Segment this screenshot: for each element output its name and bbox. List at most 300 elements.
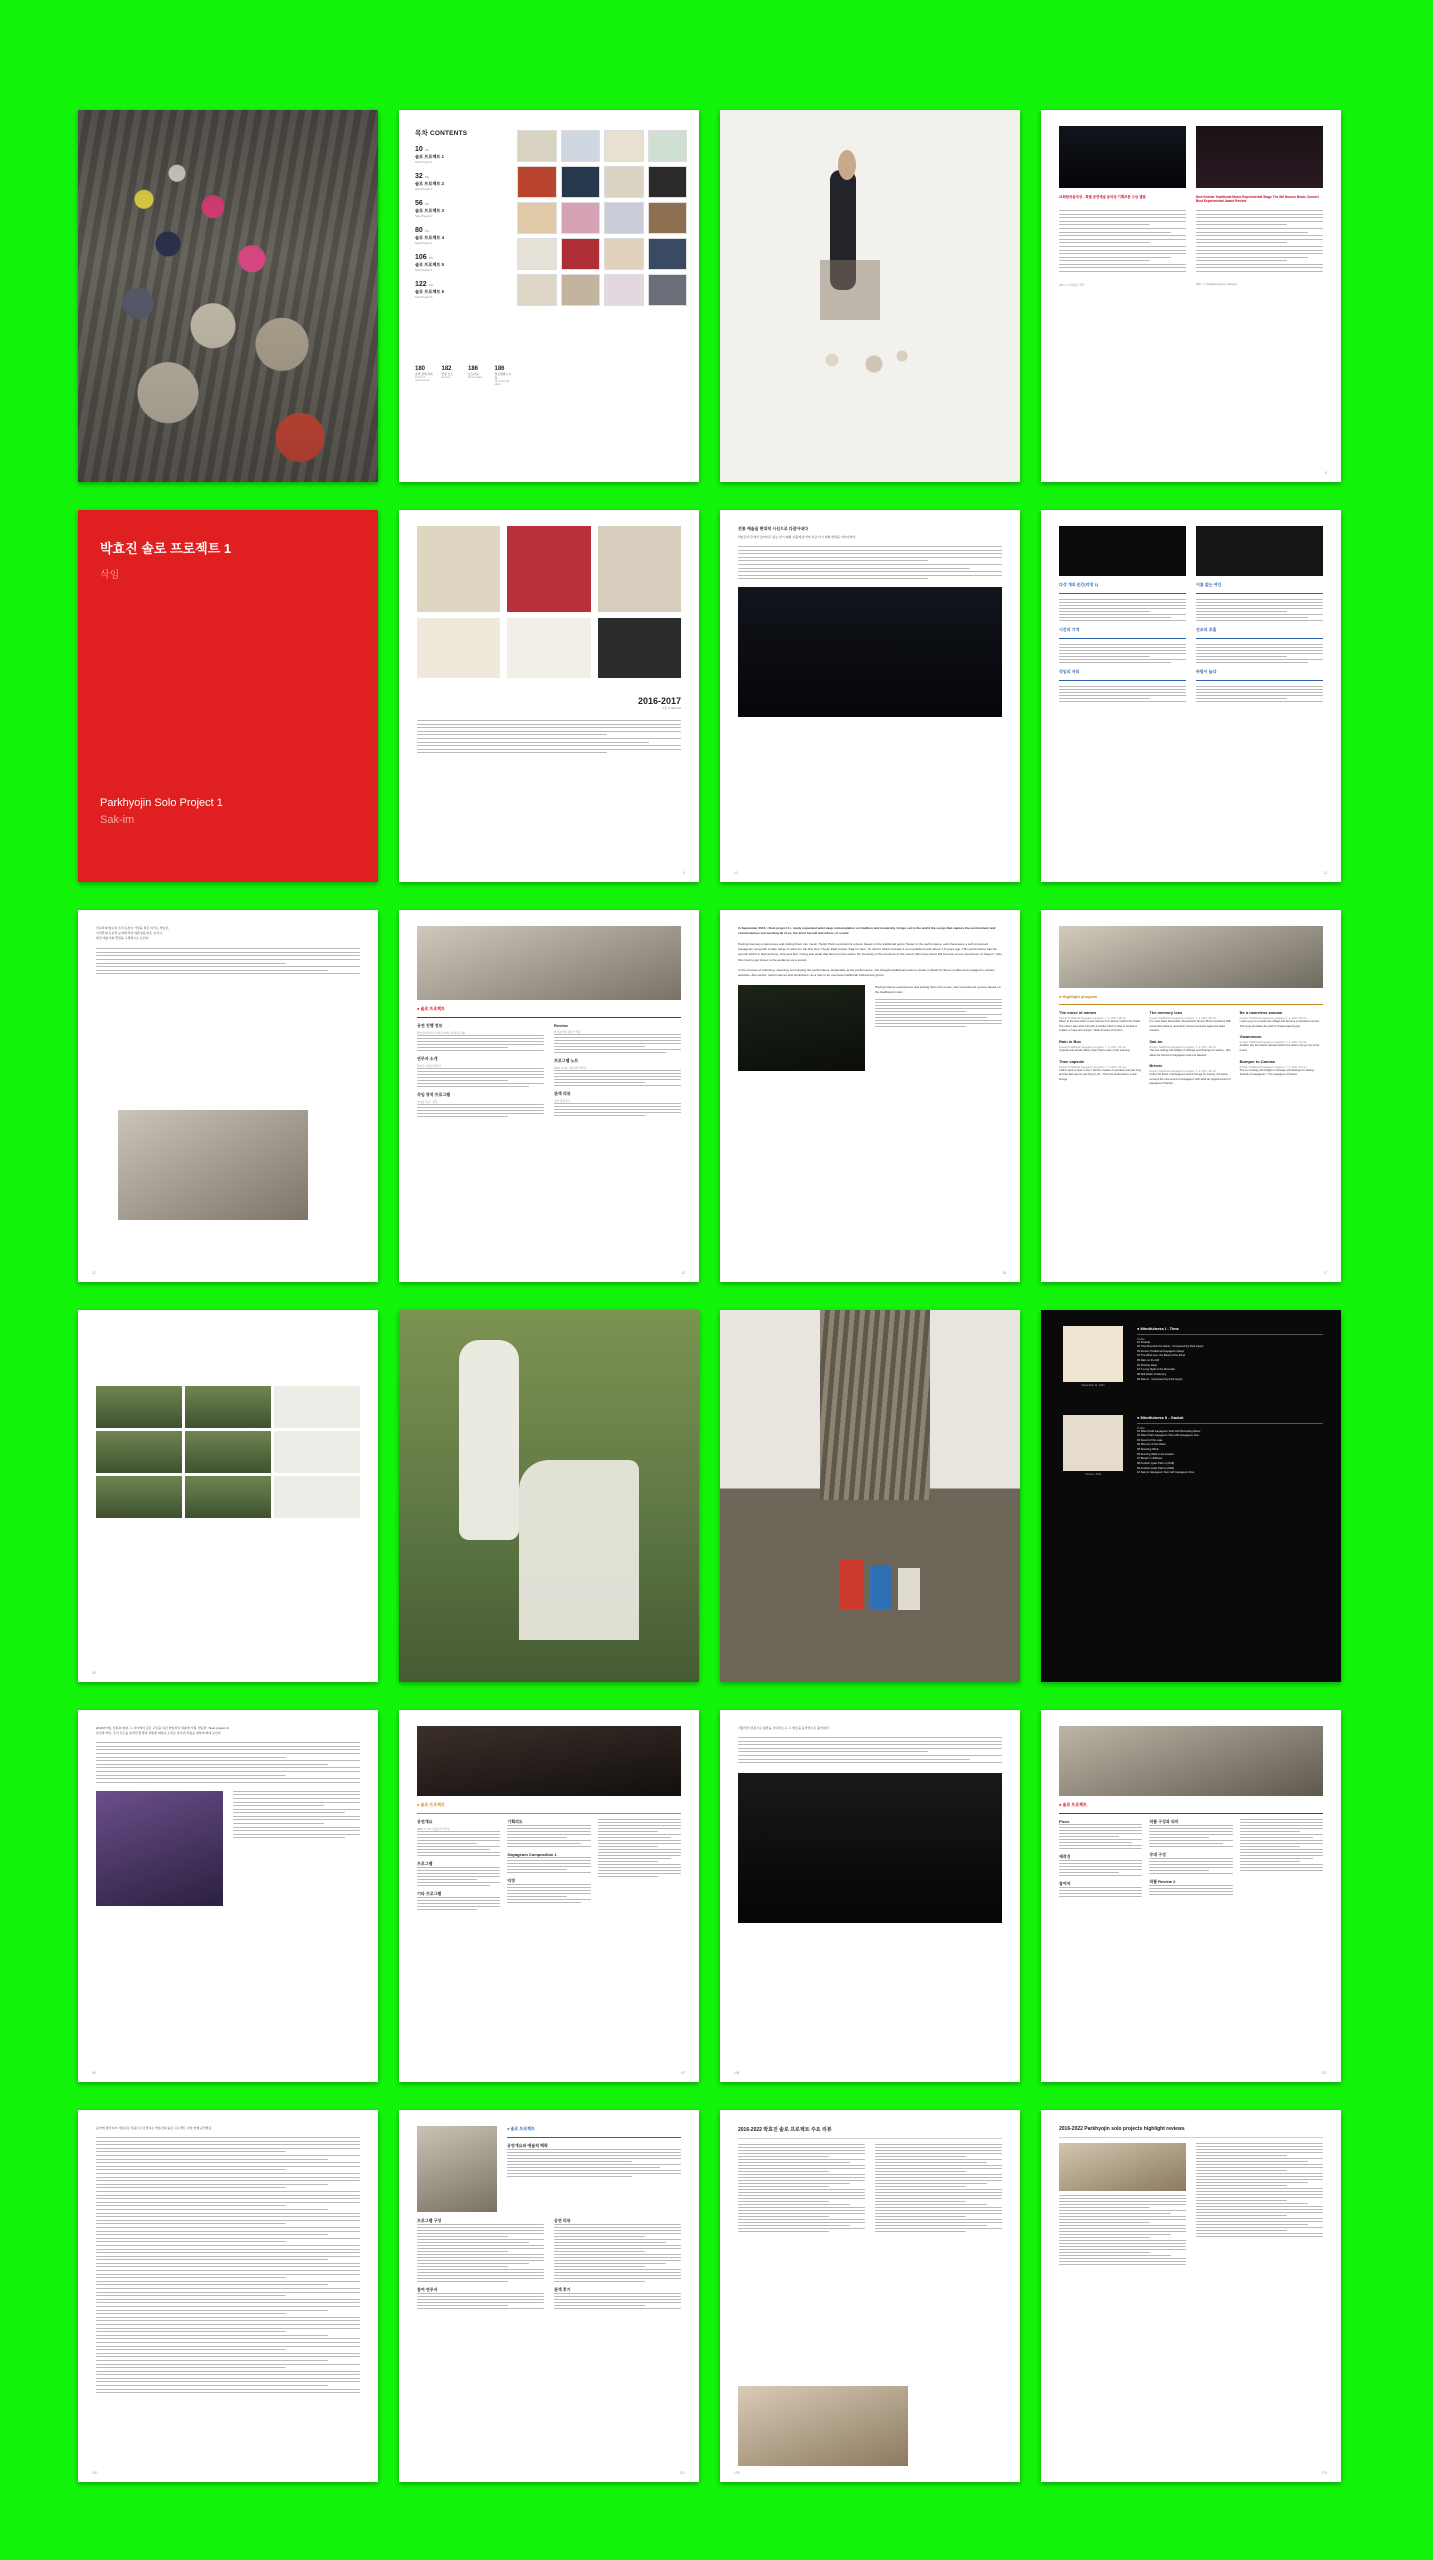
track-item: 03 Korean Traditional Gayageum Sanjo <box>1137 1349 1185 1353</box>
page-number: 66 <box>92 2071 96 2075</box>
essay-heading-ko: 2018년 5월, 전통과 현대, 그 사이에서 깊은 고민을 하던 박효진이 새롭게 기획, 발표한 <Solo project 4> 본인과 타인, 우리 모두를 둘러싼 환경과 상황에 대하여 소리로 담아낸 작품을 세상에 꺼내 보인다. <box>96 1726 230 1736</box>
track-item: 10 Sak-im Gayageum Solo with Gayageum Duo <box>1137 1471 1195 1475</box>
toc-label-en: Solo Project 1 <box>415 160 433 164</box>
toc-item[interactable] <box>415 254 501 272</box>
intro-body <box>738 546 1002 579</box>
highlight-body: The sun setting with twilight in Strange and Strange for setting - Sounds of Gayageum - The Gayageum Practice. <box>1239 1068 1316 1077</box>
toc-bottom-item[interactable] <box>495 366 514 386</box>
essay-quote: In the process of collecting, selecting, and singing the performance. Especially, at the performance, she thought traditional music to locate in Spain for three months and engaged in various activities. Also works, performances and workshops, as a part of an overseas traditional cultural arts group. <box>738 967 995 978</box>
page-stilllife-photo[interactable] <box>720 1310 1020 1682</box>
portrait-photograph <box>720 110 1020 482</box>
block-body <box>598 1819 681 1877</box>
page-program-detail[interactable] <box>1041 510 1341 882</box>
highlight-meta: Korean Traditional Gayageum program, 7. 4. 2017, 32 min <box>1149 1070 1217 1074</box>
poster-thumbnail[interactable] <box>604 274 644 306</box>
highlight-title: Breeze <box>1149 1063 1163 1069</box>
tree-and-objects-photograph <box>720 1310 1020 1682</box>
track-item: 01 Prelude <box>1137 1340 1150 1344</box>
track-item: 03 Sound of the Lake <box>1137 1438 1163 1442</box>
block-head: Gayageum Composition 1 <box>507 1852 557 1857</box>
page-number: 11 <box>1323 871 1327 875</box>
block-body <box>507 1825 590 1847</box>
track-item: 06 Flowing Deep <box>1137 1363 1158 1367</box>
field-photo <box>96 1431 182 1473</box>
gayageum-hands-photo <box>118 1110 308 1220</box>
solo-project-detail-content <box>399 1710 699 2082</box>
page-grid <box>78 110 1363 2482</box>
field-photo <box>185 1431 271 1473</box>
essay-side-text <box>233 1791 360 1906</box>
toc-bottom-ko: 언론 보도 <box>441 372 454 376</box>
page-number: 8 <box>1325 471 1327 475</box>
performer-photo <box>417 926 681 1000</box>
track-item: 02 Time Remains the Same : Composed by Park Hyojin <box>1137 1345 1204 1349</box>
block-body <box>417 1104 544 1117</box>
poster-image[interactable] <box>598 618 681 678</box>
block-body <box>1059 1887 1142 1897</box>
page-number: 67 <box>681 2071 685 2075</box>
toc-item[interactable] <box>415 281 501 299</box>
highlight-title: Rain in Box <box>1059 1038 1082 1044</box>
block-body <box>1059 1860 1142 1876</box>
block-head: 악장 <box>507 1878 516 1883</box>
program-block-body <box>1196 686 1323 702</box>
toc-label-en: Solo Project 4 <box>415 241 433 245</box>
toc-item[interactable] <box>415 227 501 245</box>
review-body <box>738 2144 865 2234</box>
toc-bottom-number: 186 <box>468 366 479 372</box>
highlight-meta: Korean Traditional Gayageum program, 7. 4. 2017, 34 min <box>1059 1065 1127 1069</box>
dense-text-content <box>78 2110 378 2482</box>
block-head: 관객 후기 <box>554 2287 571 2292</box>
highlight-meta: Korean Traditional Gayageum program, 7. 4. 2017, 38 min <box>1059 1017 1127 1020</box>
block-body <box>554 2224 681 2282</box>
poster-thumbnail[interactable] <box>517 238 557 270</box>
block-head: 프로그램 노트 <box>554 1058 579 1063</box>
gayageum-hands-photo <box>738 2386 908 2466</box>
poster-thumbnail[interactable] <box>648 202 688 234</box>
block-head: 공연 진행 정보 <box>417 1023 443 1028</box>
block-body <box>1149 1885 1232 1895</box>
block-head: 무대 구성 <box>1149 1852 1166 1857</box>
block-meta: 가야금 독주 · 창작 <box>417 1101 438 1104</box>
poster-thumbnail[interactable] <box>604 130 644 162</box>
block-body <box>554 1103 681 1116</box>
poster-thumbnail[interactable] <box>517 274 557 306</box>
program-block-head: 시간의 기억 <box>1059 627 1080 632</box>
block-head: 제작진 <box>1059 1854 1071 1859</box>
block-body <box>417 1867 500 1886</box>
intro-heading: 전통 예술을 현대적 시선으로 다잡아내다 <box>738 526 809 531</box>
page-english-essay[interactable] <box>720 910 1020 1282</box>
highlight-content <box>1041 910 1341 1282</box>
page-number: 120 <box>92 2471 98 2475</box>
heading-ko: 각종적인 전통으로 삶만을 간다려오고, 그 힘들을 음악적으로 풀어낸다. <box>738 1726 830 1730</box>
poster-thumbnail[interactable] <box>517 166 557 198</box>
title-cover-content <box>78 510 378 882</box>
top-row <box>417 2126 681 2212</box>
program-block-body <box>1059 644 1186 663</box>
award-body-en <box>1196 210 1323 275</box>
block-head: 프로그램 <box>417 1861 433 1866</box>
track-item: 07 A Long Night in the Mountain <box>1137 1368 1176 1372</box>
field-photo <box>274 1431 360 1473</box>
block-head: 작품 Review 2 <box>1149 1879 1176 1884</box>
performance-photo <box>738 985 865 1071</box>
toc-bottom-number: 186 <box>494 366 505 372</box>
block-head: 작품 구성과 의미 <box>1149 1819 1179 1824</box>
block-head: Review <box>554 1023 568 1028</box>
block-head: 관객 리뷰 <box>554 1091 571 1096</box>
highlight-body: It is most basic 'Recorded / Researcher Sound' Most precarious 18th remembers liked to remember Sound memories Again the basic remains. <box>1149 1020 1232 1033</box>
page-solo-project-columns[interactable] <box>399 910 699 1282</box>
toc-bottom-en: 1st & 2nd Full album <box>494 380 510 386</box>
toc-label-ko: 솔로 프로젝트 6 <box>415 289 444 294</box>
poster-image[interactable] <box>417 526 500 612</box>
tracklist-label: Tracks <box>1137 1337 1145 1341</box>
block-body <box>507 1884 590 1903</box>
cover-title-ko: 박효진 솔로 프로젝트 1 <box>100 541 232 556</box>
track-item: 09 Another Quiet Path 2 (2020) <box>1137 1466 1175 1470</box>
track-item: 05 Standing Wind <box>1137 1448 1159 1452</box>
highlight-body: When at the time when it was 'Names from above, behind the cheek', The other I was what currently most like 'Not for relay to embed or explain or hope and a hope', What all stars of its form. <box>1059 1020 1142 1033</box>
toc-bottom-number: 182 <box>441 366 452 372</box>
page-artist-statement-ko[interactable] <box>78 910 378 1282</box>
poster-thumbnail-grid <box>517 130 687 306</box>
award-footer-en: 2017. 4, Gugakbangsong, Gaeseok <box>1196 282 1237 286</box>
award-footer-ko: 2017. 4 국악방송 객석 <box>1059 283 1085 287</box>
page-number: 107 <box>1321 2071 1327 2075</box>
album-cover-art <box>1063 1326 1123 1382</box>
essay-content <box>720 910 1020 1282</box>
stage-photo <box>1196 126 1323 188</box>
block-head: 기타 프로그램 <box>417 1891 442 1896</box>
toc-label-ko: 솔로 프로젝트 3 <box>415 208 444 213</box>
poster-image[interactable] <box>598 526 681 612</box>
poster-thumbnail[interactable] <box>561 238 601 270</box>
poster-thumbnail[interactable] <box>648 238 688 270</box>
poster-thumbnail[interactable] <box>561 130 601 162</box>
toc-item[interactable] <box>415 200 501 218</box>
album-cover-art <box>1063 1415 1123 1471</box>
poster-thumbnail[interactable] <box>561 274 601 306</box>
page-number: 9 <box>683 871 685 875</box>
program-block-head: 바람이 눕다 <box>1196 669 1217 674</box>
block-head: Piece <box>1059 1819 1070 1824</box>
page-number: 12 <box>92 1271 96 1275</box>
block-head: 공연개요 <box>417 1819 433 1824</box>
section-title: ● 솔로 프로젝트 <box>1059 1802 1087 1807</box>
toc-bottom-en: Full list of performances <box>415 376 430 382</box>
toc-label-en: Solo Project 5 <box>415 268 433 272</box>
track-item: 06 Evening Walk in the Garden <box>1137 1452 1175 1456</box>
poster-thumbnail[interactable] <box>604 166 644 198</box>
toc-bottom-item[interactable] <box>415 366 434 386</box>
toc-label-ko: 솔로 프로젝트 2 <box>415 181 444 186</box>
highlight-body: I want to go to a small new village and become a nameless woman. - The song simulates the path of Chaeonsapung-joji. <box>1239 1020 1322 1028</box>
page-tracklists[interactable] <box>1041 1310 1341 1682</box>
award-content <box>1041 110 1341 482</box>
block-body <box>417 1035 544 1051</box>
reviews-ko-content <box>720 2110 1020 2482</box>
award-body <box>1059 210 1323 275</box>
field-photo <box>274 1476 360 1518</box>
block-body <box>1149 1825 1232 1847</box>
program-block-head: 다섯 개의 순간(악장 1) <box>1059 582 1099 587</box>
block-head: 기획의도 <box>507 1819 523 1824</box>
solo-project-content <box>399 910 699 1282</box>
page-highlight-program[interactable] <box>1041 910 1341 1282</box>
block-meta: 한국음악상 평론가 리뷰 <box>554 1031 581 1034</box>
page-reviews-en[interactable] <box>1041 2110 1341 2482</box>
block-body <box>554 1070 681 1086</box>
block-head: 공연 리뷰 <box>554 2218 571 2223</box>
block-body <box>554 2293 681 2309</box>
performance-photo <box>1059 1726 1323 1796</box>
bottom-columns <box>417 2218 681 2311</box>
block-body <box>507 1857 590 1873</box>
page-text-black-photo[interactable] <box>720 1710 1020 2082</box>
toc-label-en: Solo Project 3 <box>415 214 433 218</box>
page-photo-mosaic[interactable] <box>78 1310 378 1682</box>
highlight-meta: Korean Traditional Gayageum program, 7. 4. 2017, 34 min <box>1239 1041 1307 1045</box>
page-project-photo-column[interactable] <box>399 2110 699 2482</box>
toc-item[interactable] <box>415 146 501 164</box>
detail-columns <box>1059 1819 1323 1899</box>
page-number: 106 <box>734 2071 740 2075</box>
block-meta: 2016. 9. 24. 서울남산국악당 <box>554 1067 586 1070</box>
page-cover-photo[interactable] <box>78 110 378 482</box>
highlight-columns <box>1059 1010 1323 1087</box>
highlight-meta: Korean Traditional Gayageum program, 7. 4. 2017, 36 min <box>1149 1045 1217 1049</box>
statement-heading: 작곡자의 태도와 소리 등장이 가닿을 말은 여기는 박효진, 이것만의 독보적 능력에 비한 예술성을 바로 보이고, 현진 예술가의 열망을 구체적으로 보인다. <box>96 926 170 941</box>
program-block-body <box>1059 686 1186 702</box>
toc-bottom-list <box>415 366 513 386</box>
toc-number: 10 PG <box>415 146 430 153</box>
field-photo <box>185 1386 271 1428</box>
block-head: 프로그램 구성 <box>417 2218 442 2223</box>
block-head: 연주자 소개 <box>417 1056 438 1061</box>
page-reviews-ko[interactable] <box>720 2110 1020 2482</box>
review-body <box>875 2144 1002 2234</box>
essay-photo-row <box>738 985 1002 1071</box>
track-item: 05 Rain on the Hill <box>1137 1359 1159 1363</box>
highlight-body: The true setting with twilight in Strange and Strange for setting - She plans the Sound of Gayageum and one Dearest. <box>1149 1048 1231 1057</box>
block-meta: 2018. 5. 19 / 서울남산국악당 <box>417 1828 450 1831</box>
reviews-heading-ko: 2016-2022 박효진 솔로 프로젝트 주요 리뷰 <box>738 2127 832 2133</box>
tracklist-two <box>1059 1415 1323 1476</box>
toc-bottom-ko: 보도자료 <box>468 372 479 376</box>
posters-content <box>399 510 699 882</box>
toc-number: 80 PG <box>415 227 430 234</box>
poster-thumbnail[interactable] <box>604 202 644 234</box>
section-title: ● 솔로 프로젝트 <box>417 1006 445 1011</box>
award-body-ko <box>1059 210 1186 275</box>
stage-photo-purple <box>96 1791 223 1906</box>
intro-content <box>720 510 1020 882</box>
album-release-date: September 11, 2021 <box>1081 1384 1105 1387</box>
performer-photo <box>1059 926 1323 988</box>
toc-label-en: Solo Project 2 <box>415 187 433 191</box>
program-block-head: 이름 없는 여인 <box>1196 582 1222 587</box>
page-contents[interactable] <box>399 110 699 482</box>
page-solo-project-detail-2[interactable] <box>1041 1710 1341 2082</box>
block-head: 삭임 창작 프로그램 <box>417 1092 451 1097</box>
essay-body-ko <box>96 1742 360 1783</box>
track-item: 04 The Wind Lies, the Beast of the Wind <box>1137 1354 1186 1358</box>
highlight-body: Another aim the heart's trail and where the others can go out of the round. <box>1239 1044 1320 1052</box>
block-body <box>1059 1824 1142 1849</box>
highlight-meta: Korean Traditional Gayageum program, 7. 4. 2017, 36 min <box>1059 1045 1127 1049</box>
highlight-title: The memory loss <box>1149 1010 1183 1015</box>
award-headlines <box>1059 195 1323 204</box>
review-body <box>1059 2195 1186 2265</box>
gayageum-photo <box>1059 2143 1186 2191</box>
program-columns <box>1059 582 1323 704</box>
highlight-body: Under the flavor of Gayageum sound 'Songs for saving', the piece conveys the new sound of Gayageum with what an original sound of Gayageum Practice. <box>1149 1073 1231 1086</box>
section-title: ● Highlight program <box>1059 994 1098 999</box>
toc-item[interactable] <box>415 173 501 191</box>
cover-subtitle-ko: 삭임 <box>100 569 120 581</box>
heading-ko: 음악에 끊어지지 아름다운 작품으로 감상하는 박효진의 솔로 프로젝트 여섯 번째 공연발표 <box>96 2126 212 2130</box>
block-meta: 공연 관람 후기 <box>554 1100 571 1103</box>
block-body <box>507 2149 681 2177</box>
highlight-title: The muse of names <box>1059 1010 1097 1015</box>
program-photos <box>1059 526 1323 576</box>
highlight-meta: Korean Traditional Gayageum program, 7. 4. 2017, 36 min <box>1239 1017 1307 1020</box>
poster-thumbnail[interactable] <box>648 166 688 198</box>
block-head: 참여자 <box>1059 1881 1071 1886</box>
page-title-cover[interactable] <box>78 510 378 882</box>
page-number: 13 <box>681 1271 685 1275</box>
track-item: 04 Memory of the Water <box>1137 1443 1166 1447</box>
statement-content <box>78 910 378 1282</box>
block-head: 공연개요와 예술적 맥락 <box>507 2143 548 2148</box>
page-intro-stage[interactable] <box>720 510 1020 882</box>
performance-photo <box>417 1726 681 1796</box>
page-dancer-photo[interactable] <box>399 1310 699 1682</box>
page-number: 10 <box>734 871 738 875</box>
block-head: 참여 연주자 <box>417 2287 438 2292</box>
toc-bottom-number: 180 <box>415 366 426 372</box>
toc-bottom-item[interactable] <box>468 366 487 386</box>
highlight-body: A gentle and simple 'Rainy Note' that is calm in the evening. <box>1059 1048 1131 1052</box>
solo-project-detail2-content <box>1041 1710 1341 2082</box>
detail-columns <box>417 1819 681 1912</box>
album-release-date: October, 2022 <box>1084 1473 1102 1476</box>
tracklist-one <box>1059 1326 1323 1387</box>
intro-subheading: 박효진이 무대가 끊어지고 있는 한 시대의 호흡에 담겨져 지금 이 시대의 면면을 이야기한다. <box>738 535 857 539</box>
poster-row <box>417 526 681 612</box>
field-photo <box>274 1386 360 1428</box>
cover-subtitle-en: Sak-im <box>100 813 135 826</box>
track-item: 02 Silent Path Gayageum Solo with Gayageum Duo <box>1137 1434 1199 1438</box>
reviews-columns <box>738 2144 1002 2234</box>
poster-thumbnail[interactable] <box>561 166 601 198</box>
performer-photo <box>417 2126 497 2212</box>
block-body <box>417 2293 544 2309</box>
page-posters-year[interactable] <box>399 510 699 882</box>
highlight-meta: Korean Traditional Gayageum program, 7. 4. 2017, 32 min <box>1239 1065 1307 1069</box>
essay-body: Having intensely experiences and putting them into music, Hyojin Park reconstructs a piece based on the traditional genre 'Sanjo' in the performance, and showcases a self-composed Gayageum song with a wide range of notes for the first time. Hyojin Park recites 'Sag-im' here. To call for which includes it an unpolished work about 7-8 years ago. This performance has the sounds which is high and low, slow and fast, strong and weak that flow from the works. By focusing on the structure of the sound, She hope that it will become a new experience of 'Sag-im'. Also She tried to get closer to the audience as a sound. <box>738 941 1002 962</box>
page-essay-purple[interactable] <box>78 1710 378 2082</box>
text-black-content <box>720 1710 1020 2082</box>
page-award-review[interactable] <box>1041 110 1341 482</box>
section-title: ● 솔로 프로젝트 <box>417 1802 445 1807</box>
poster-thumbnail[interactable] <box>604 238 644 270</box>
page-portrait-photo[interactable] <box>720 110 1020 482</box>
block-body <box>1149 1858 1232 1874</box>
toc-heading: 목차 CONTENTS <box>415 130 468 137</box>
program-block-body <box>1196 599 1323 621</box>
essay-purple-content <box>78 1710 378 2082</box>
award-headline-en: New Korean Traditional Music Experimental Stage The 8th Nurock Music Concert Best Experimental Award Review <box>1196 195 1319 204</box>
page-number: 121 <box>679 2471 685 2475</box>
toc-bottom-en: Press release <box>468 376 483 379</box>
highlight-title: Be a nameless woman <box>1239 1010 1283 1015</box>
black-stage-photo <box>738 1773 1002 1923</box>
program-block-head: 산조의 호흡 <box>1196 627 1217 632</box>
page-solo-project-detail[interactable] <box>399 1710 699 2082</box>
review-body <box>1196 2143 1323 2267</box>
block-body <box>417 2224 544 2282</box>
reviews-heading-en: 2016-2022 Parkhyojin solo projects highlight reviews <box>1059 2126 1185 2132</box>
toc-label-en: Solo Project 6 <box>415 295 433 299</box>
award-footers <box>1059 281 1323 287</box>
essay-photo-row <box>96 1791 360 1906</box>
track-item: 07 Breath in Stillness <box>1137 1457 1163 1461</box>
tracklist-content <box>1041 1310 1341 1682</box>
toc-bottom-en: Reviews <box>441 376 451 379</box>
field-photo <box>185 1476 271 1518</box>
toc-bottom-item[interactable] <box>442 366 461 386</box>
program-block-body <box>1196 644 1323 663</box>
award-photos <box>1059 126 1323 188</box>
poster-image[interactable] <box>507 618 590 678</box>
poster-thumbnail[interactable] <box>648 130 688 162</box>
block-body <box>417 1831 500 1856</box>
tracklist-label: Tracks <box>1137 1426 1145 1430</box>
toc-number: 106 PG <box>415 254 434 261</box>
block-body <box>554 1034 681 1053</box>
track-item: 01 Silent Field Gayageum Solo with Recording Music <box>1137 1429 1201 1433</box>
toc-bottom-ko: 공연 전체 목록 <box>415 372 433 376</box>
poster-image[interactable] <box>507 526 590 612</box>
toc-number: 122 PG <box>415 281 434 288</box>
toc-bottom-ko: 정규앨범 1, 2집 <box>494 372 511 380</box>
toc-number: 56 PG <box>415 200 430 207</box>
award-headline-ko: 11회한국음악상 - 특별 공연예술 음악상 기획부문 수상 앨범 <box>1059 195 1146 199</box>
track-item: 08 Another Quiet Path 1 (2019) <box>1137 1461 1175 1465</box>
poster-thumbnail[interactable] <box>648 274 688 306</box>
program-detail-content <box>1041 510 1341 882</box>
poster-thumbnail[interactable] <box>517 130 557 162</box>
cover-title-en-group <box>100 795 223 828</box>
performance-photo <box>1059 526 1186 576</box>
tracklist-title: ● Mindfulness I - Time <box>1137 1326 1179 1331</box>
page-dense-text-ko[interactable] <box>78 2110 378 2482</box>
cover-title-en: Parkhyojin Solo Project 1 <box>100 797 223 809</box>
toc-number: 32 PG <box>415 173 430 180</box>
performance-photo <box>1196 526 1323 576</box>
mosaic-content <box>78 1310 378 1682</box>
poster-thumbnail[interactable] <box>561 202 601 234</box>
poster-image[interactable] <box>417 618 500 678</box>
year-body-text <box>417 720 681 753</box>
field-photo <box>96 1476 182 1518</box>
poster-thumbnail[interactable] <box>517 202 557 234</box>
body-ko <box>96 2137 360 2393</box>
